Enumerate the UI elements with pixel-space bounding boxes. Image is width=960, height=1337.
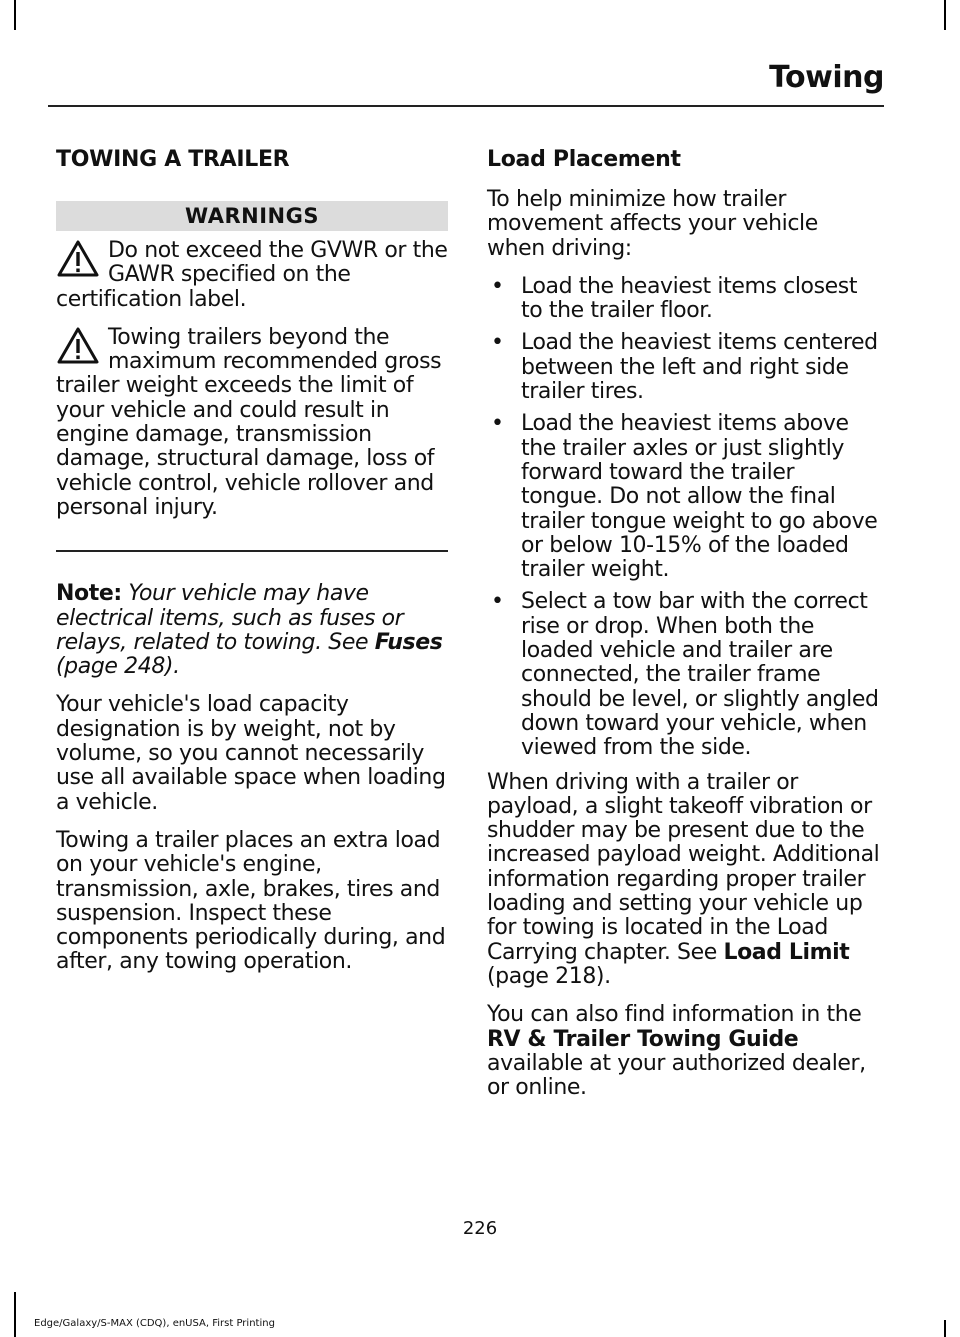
subsection-heading: Load Placement: [487, 147, 681, 172]
body-paragraph: [487, 771, 881, 990]
crop-mark-bottom-right: [944, 1320, 946, 1337]
list-item: [487, 331, 881, 404]
intro-paragraph: To help minimize how trailer movement affects your vehicle when driving:: [487, 187, 818, 261]
warnings-end-rule: [56, 534, 448, 552]
note-paragraph: [56, 582, 448, 679]
fuses-link[interactable]: Fuses: [374, 629, 443, 655]
bullet-icon: •: [491, 589, 504, 615]
crop-mark-top-left: [14, 0, 16, 30]
load-limit-link[interactable]: Load Limit: [723, 939, 850, 965]
section-heading: TOWING A TRAILER: [56, 147, 290, 172]
list-item: [487, 412, 881, 582]
header-rule: [48, 105, 884, 107]
note-page-ref: (page 248).: [56, 654, 180, 680]
bullet-icon: •: [491, 273, 504, 299]
section-title: Towing: [769, 60, 884, 95]
body-paragraph: Towing a trailer places an extra load on your vehicle's engine, transmission, axle, brakes, tires and suspension. Inspect these components periodically during, and after, any towing operation.: [56, 827, 446, 975]
page-ref: (page 218).: [487, 963, 611, 989]
bullet-list: [487, 275, 881, 761]
crop-mark-top-right: [944, 0, 946, 30]
warning-item: [56, 239, 448, 312]
warning-text: Do not exceed the GVWR or the GAWR specified on the certification label.: [56, 238, 448, 312]
crop-mark-bottom-left: [14, 1292, 16, 1337]
list-item-text: Select a tow bar with the correct rise or drop. When both the loaded vehicle and trailer are connected, the trailer frame should be level, or slightly angled down toward your vehicle, when viewed from the side.: [521, 589, 879, 761]
body-paragraph: [487, 1003, 881, 1100]
warning-text: Towing trailers beyond the maximum recommended gross trailer weight exceeds the limit of your vehicle and could result in engine damage, transmission damage, structural damage, loss of vehicle control, vehicle rollover and personal injury.: [56, 324, 442, 520]
bullet-icon: •: [491, 411, 504, 437]
warning-triangle-icon: [56, 239, 100, 279]
warnings-banner: WARNINGS: [56, 201, 448, 231]
list-item: [487, 590, 881, 760]
list-item-text: Load the heaviest items above the trailer axles or just slightly forward toward the trailer tongue. Do not allow the final trailer tongue weight to go above or below 10-15% of the loaded trailer weight.: [521, 411, 878, 583]
footer-text: Edge/Galaxy/S-MAX (CDQ), enUSA, First Printing: [34, 1318, 275, 1329]
page-number: 226: [462, 1218, 498, 1239]
warning-triangle-icon: [56, 326, 100, 366]
towing-guide-link[interactable]: RV & Trailer Towing Guide: [487, 1026, 799, 1052]
right-column: [487, 146, 881, 1114]
paragraph-text: You can also find information in the: [487, 1002, 862, 1028]
bullet-icon: •: [491, 330, 504, 356]
left-column: [56, 146, 448, 989]
warning-item: [56, 326, 448, 520]
list-item: [487, 275, 881, 324]
note-text: Your vehicle may have electrical items, such as fuses or relays, related to towing. See: [56, 581, 404, 655]
note-label: Note:: [56, 581, 122, 607]
paragraph-text: When driving with a trailer or payload, a slight takeoff vibration or shudder may be present due to the increased payload weight. Additional information regarding proper trailer loading and setting your vehicle up for towing is located in the Load Carrying chapter. See: [487, 769, 880, 965]
body-paragraph: Your vehicle's load capacity designation is by weight, not by volume, so you cannot necessarily use all available space when loading a vehicle.: [56, 692, 446, 815]
paragraph-text: available at your authorized dealer, or online.: [487, 1050, 866, 1101]
list-item-text: Load the heaviest items centered between the left and right side trailer tires.: [521, 330, 878, 405]
list-item-text: Load the heaviest items closest to the trailer floor.: [521, 273, 858, 324]
